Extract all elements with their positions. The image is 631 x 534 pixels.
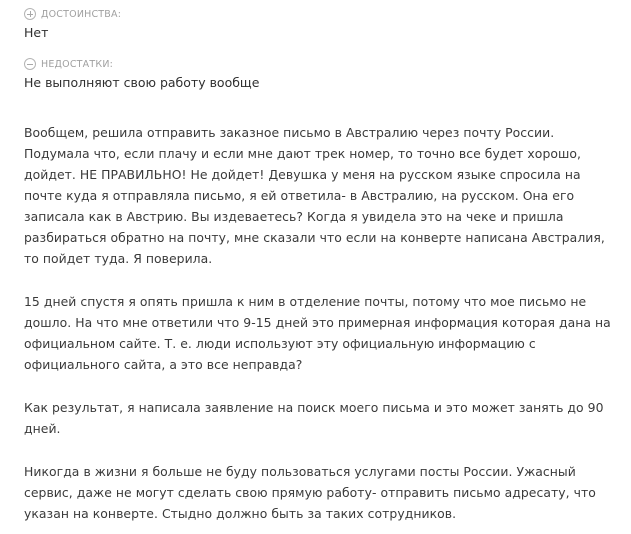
review-paragraph: Как результат, я написала заявление на поиск моего письма и это может занять до 90 дней.: [24, 400, 604, 436]
pros-label: ДОСТОИНСТВА:: [41, 8, 122, 20]
pros-header: [24, 6, 617, 22]
cons-section: [24, 56, 617, 106]
minus-circle-icon: [24, 58, 36, 70]
plus-circle-icon: [24, 8, 36, 20]
cons-value: Не выполняют свою работу вообще: [24, 75, 260, 90]
review-paragraph: Никогда в жизни я больше не буду пользоваться услугами посты России. Ужасный сервис, даже не могут сделать свою прямую работу- отправить письмо адресату, что указан на конверте. Стыдно должно быть за таких сотрудников.: [24, 464, 596, 521]
cons-label: НЕДОСТАТКИ:: [41, 58, 114, 70]
cons-header: [24, 56, 617, 72]
pros-value: Нет: [24, 25, 49, 40]
pros-section: [24, 6, 617, 53]
review-body: [24, 122, 617, 524]
review-paragraph: Вообщем, решила отправить заказное письмо в Австралию через почту России. Подумала что, если плачу и если мне дают трек номер, то точно все будет хорошо, дойдет. НЕ ПРАВИЛЬНО! Не дойдет! Девушка у меня на русском языке спросила на почте куда я отправляла письмо, я ей ответила- в Австралию, на русском. Она его записала как в Австрию. Вы издеваетесь? Когда я увидела это на чеке и пришла разбираться обратно на почту, мне сказали что если на конверте написана Австралия, то пойдет туда. Я поверила.: [24, 125, 605, 266]
review-paragraph: 15 дней спустя я опять пришла к ним в отделение почты, потому что мое письмо не дошло. На что мне ответили что 9-15 дней это примерная информация которая дана на официальном сайте. Т. е. люди используют эту официальную информацию с официального сайта, а это все неправда?: [24, 294, 611, 372]
